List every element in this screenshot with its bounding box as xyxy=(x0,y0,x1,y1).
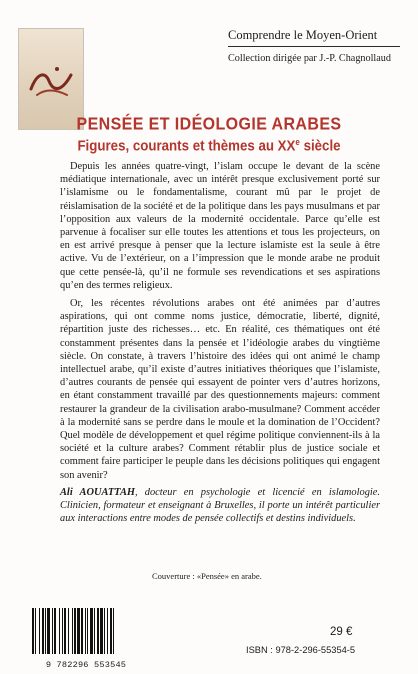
barcode-bar xyxy=(45,608,46,654)
barcode-bar xyxy=(77,608,80,654)
barcode-bar xyxy=(54,608,56,654)
barcode-bar xyxy=(94,608,95,654)
author-description: , docteur en psychologie et licencié en islamologie. Clinicien, formateur et enseignant à Bruxelles, il porte un intérêt particulier aux interactions entre modes de pensée collectifs et destins individuels. xyxy=(60,487,380,525)
blurb-paragraph-1: Depuis les années quatre-vingt, l’islam occupe le devant de la scène médiatique internationale, avec un intérêt presque exclusivement porté sur l’islamisme ou le fondamentalisme, courant mû par le projet de réislamisation de la société et de la politique dans les pays musulmans et par l’opposition aux valeurs de la modernité occidentale. Parce qu’elle est parvenue à focaliser sur elle toutes les attentions et tous les projecteurs, on en est arrivé presque à penser que la lecture islamiste est la seule à être active. Vu de l’extérieur, on a l’impression que le monde arabe ne produit que cette pensée-là, qu’il ne formule ses revendications et ses aspirations qu’en des termes religieux. xyxy=(60,161,380,291)
barcode-bar xyxy=(39,608,40,654)
barcode-bar xyxy=(81,608,83,654)
series-divider xyxy=(228,46,400,47)
barcode-bar xyxy=(52,608,53,654)
cover-credit: Couverture : «Pensée» en arabe. xyxy=(152,571,262,581)
book-title: PENSÉE ET IDÉOLOGIE ARABES xyxy=(76,114,342,134)
barcode-bar xyxy=(64,608,66,654)
author-bio xyxy=(60,486,380,526)
isbn: ISBN : 978-2-296-55354-5 xyxy=(246,645,356,655)
blurb-text xyxy=(60,160,380,487)
book-subtitle xyxy=(0,137,418,154)
barcode xyxy=(28,606,144,670)
calligraphy-image xyxy=(27,59,75,101)
barcode-bar xyxy=(104,608,105,654)
barcode-digits: 9 782296 553545 xyxy=(45,660,127,670)
series-block xyxy=(228,28,408,64)
barcode-bar xyxy=(113,608,114,654)
subtitle-superscript: e xyxy=(295,137,300,148)
barcode-bar xyxy=(110,608,112,654)
barcode-bar xyxy=(107,608,108,654)
barcode-bar xyxy=(47,608,50,654)
blurb-paragraph-2: Or, les récentes révolutions arabes ont été animées par d’autres aspirations, qui ont comme noms justice, démocratie, liberté, dignité, répartition juste des richesses… etc. En réalité, ces thématiques ont été constamment présentes dans la pensée et l’idéologie arabes du vingtième siècle. On constate, à travers l’histoire des idées qui ont animé le champ intellectuel arabe, qu’il existe d’autres initiatives théoriques que l’islamiste, d’autres courants de pensée qui essayent de pointer vers d’autres horizons, en étant constamment travaillé par des questionnements majeurs: comment restaurer la grandeur de la civilisation arabo-musulmane? Comment accéder à la modernité sans se perdre dans le moule et la domination de l’Occident? Quel modèle de développement et quel régime politique conviennent-ils à la société et la culture arabes? Comment rétablir plus de justice sociale et comment faire participer le peuple dans les décisions politiques qui engagent son avenir? xyxy=(60,298,380,481)
barcode-bar xyxy=(42,608,44,654)
author-name: Ali AOUATTAH xyxy=(60,487,135,498)
barcode-bar xyxy=(68,608,69,654)
barcode-bars xyxy=(28,606,144,658)
barcode-bar xyxy=(74,608,76,654)
barcode-bar xyxy=(72,608,73,654)
barcode-bar xyxy=(32,608,34,654)
barcode-bar xyxy=(59,608,60,654)
barcode-bar xyxy=(100,608,103,654)
barcode-bar xyxy=(62,608,63,654)
barcode-bar xyxy=(85,608,86,654)
price: 29 € xyxy=(330,626,353,638)
subtitle-end: siècle xyxy=(299,137,341,154)
barcode-bar xyxy=(97,608,99,654)
subtitle-main: Figures, courants et thèmes au XX xyxy=(77,137,296,154)
barcode-bar xyxy=(87,608,88,654)
barcode-bar xyxy=(35,608,36,654)
series-editor: Collection dirigée par J.-P. Chagnollaud xyxy=(228,53,391,64)
series-name: Comprendre le Moyen-Orient xyxy=(228,28,378,42)
barcode-bar xyxy=(90,608,93,654)
